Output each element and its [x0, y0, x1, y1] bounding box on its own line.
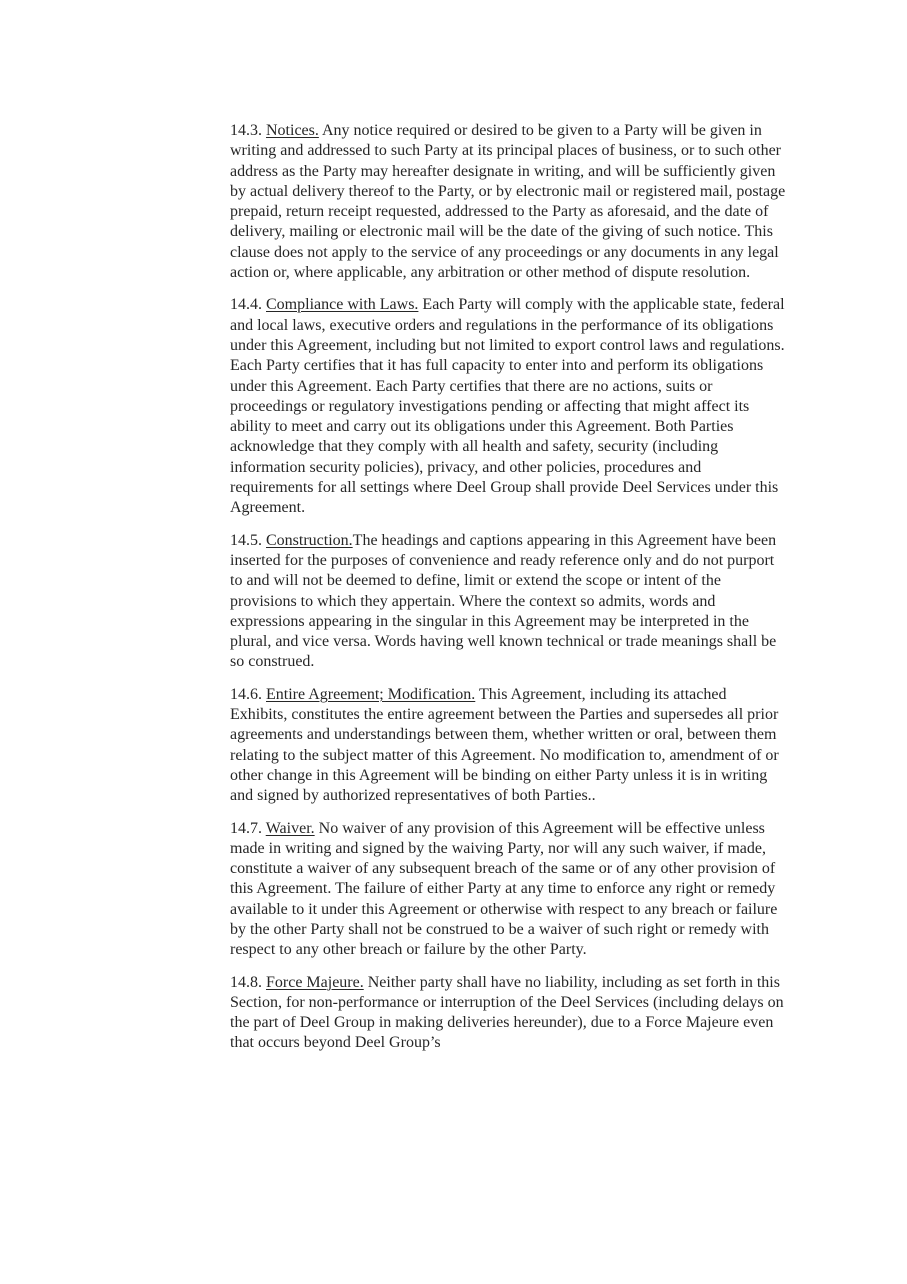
- clause-body-text: Any notice required or desired to be given to a Party will be given in writing and addressed to such Party at its principal places of business, or to such other address as the Party may hereafter designate in writing, and will be sufficiently given by actual delivery thereof to the Party, or by electronic mail or registered mail, postage prepaid, return receipt requested, addressed to the Party as aforesaid, and the date of delivery, mailing or electronic mail will be the date of the giving of such notice. This clause does not apply to the service of any proceedings or any documents in any legal action or, where applicable, any arbitration or other method of dispute resolution.: [230, 122, 786, 282]
- clause-number: 14.3.: [230, 122, 266, 139]
- clause-heading: Notices.: [266, 122, 319, 139]
- clause-heading: Waiver.: [265, 819, 315, 837]
- clause-heading: Force Majeure.: [266, 973, 364, 991]
- clause-body-text: Each Party will comply with the applicable state, federal and local laws, executive orders and regulations in the performance of its obligations under this Agreement, including but not limited to export control laws and regulations. Each Party certifies that it has full capacity to enter into and perform its obligations under this Agreement. Each Party certifies that there are no actions, suits or proceedings or regulatory investigations pending or affecting that might affect its ability to meet and carry out its obligations under this Agreement. Both Parties acknowledge that they comply with all health and safety, security (including information security policies), privacy, and other policies, procedures and requirements for all settings where Deel Group shall provide Deel Services under this Agreement.: [230, 296, 785, 517]
- clause-body-text: No waiver of any provision of this Agreement will be effective unless made in writing and signed by the waiving Party, nor will any such waiver, if made, constitute a waiver of any subsequent breach of the same or of any other provision of this Agreement. The failure of either Party at any time to enforce any right or remedy available to it under this Agreement or otherwise with respect to any breach or failure by the other Party shall not be construed to be a waiver of such right or remedy with respect to any other breach or failure by the other Party.: [230, 819, 778, 959]
- clause-14-5: [230, 531, 786, 673]
- clause-heading: Entire Agreement; Modification.: [266, 685, 476, 703]
- clause-number: 14.6.: [230, 685, 266, 703]
- clause-14-6: [230, 685, 786, 807]
- clause-body-text: Neither party shall have no liability, including as set forth in this Section, for non-performance or interruption of the Deel Services (including delays on the part of Deel Group in making deliveries hereunder), due to a Force Majeure even that occurs beyond Deel Group’s: [230, 973, 784, 1052]
- clause-14-8: [230, 973, 786, 1054]
- clause-body-text: The headings and captions appearing in this Agreement have been inserted for the purposes of convenience and ready reference only and do not purport to and will not be deemed to define, limit or extend the scope or intent of the provisions to which they appertain. Where the context so admits, words and expressions appearing in the singular in this Agreement may be interpreted in the plural, and vice versa. Words having well known technical or trade meanings shall be so construed.: [230, 531, 777, 671]
- clause-heading: Compliance with Laws.: [266, 296, 419, 314]
- clause-number: 14.5.: [230, 531, 266, 549]
- clause-14-4: [230, 295, 786, 518]
- clause-14-3: [230, 121, 786, 283]
- clause-heading: Construction.: [266, 531, 353, 549]
- clause-14-7: [230, 819, 786, 961]
- clause-body-text: This Agreement, including its attached Exhibits, constitutes the entire agreement between the Parties and supersedes all prior agreements and understandings between them, whether written or oral, between them relating to the subject matter of this Agreement. No modification to, amendment of or other change in this Agreement will be binding on either Party unless it is in writing and signed by authorized representatives of both Parties..: [230, 685, 779, 805]
- clause-number: 14.8.: [230, 973, 266, 991]
- clause-number: 14.4.: [230, 296, 266, 314]
- contract-text-block: [230, 121, 786, 1066]
- clause-number: 14.7.: [230, 819, 266, 837]
